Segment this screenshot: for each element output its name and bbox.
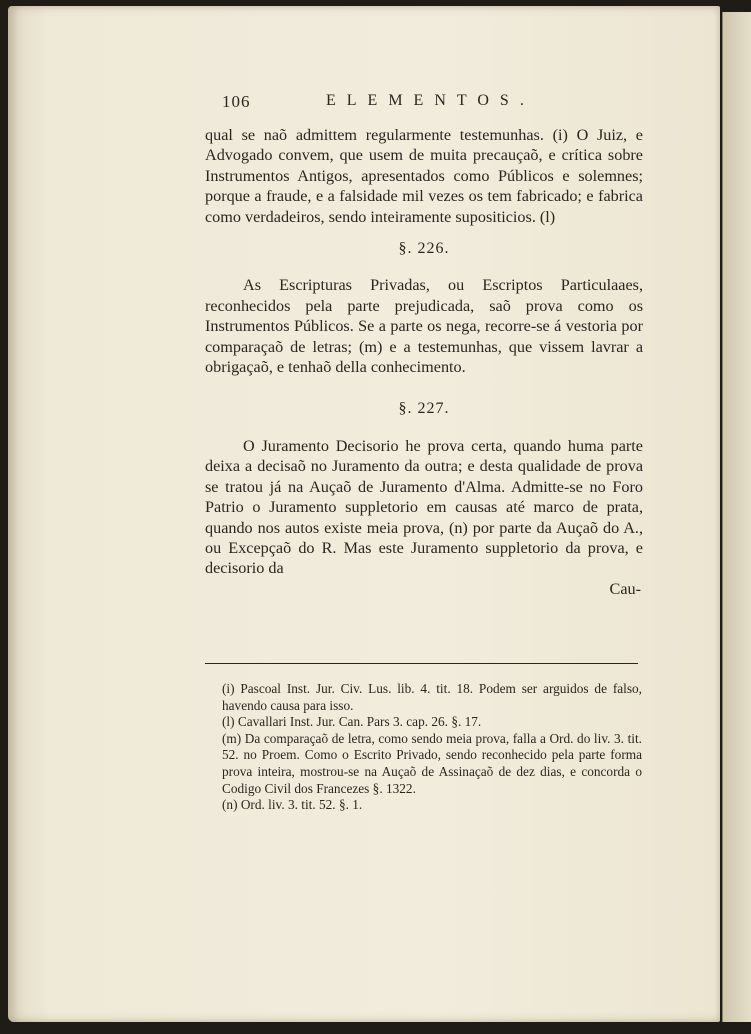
page-header (222, 92, 642, 116)
footnote-rule (205, 663, 638, 664)
footnote-m: (m) Da comparaçaõ de letra, como sendo meia prova, falla a Ord. do liv. 3. tit. 52. no Proem. Como o Escrito Privado, sendo reconhecido pela parte forma prova inteira, mostrou-se na Auçaõ de Assinaçaõ de dez dias, e concorda o Codigo Civil dos Francezes §. 1322. (222, 730, 642, 796)
catchword: Cau- (609, 579, 641, 598)
paragraph-continued: qual se naõ admittem regularmente testemunhas. (i) O Juiz, e Advogado convem, que usem de muita precauçaõ, e crítica sobre Instrumentos Antigos, apresentados como Públicos e solemnes; porque a fraude, e a falsidade mil vezes os tem fabricado; e fabrica como verdadeiros, sendo inteiramente supositicios. (l) (205, 126, 643, 226)
section-heading-226: §. 226. (398, 240, 450, 258)
adjacent-page-edge (722, 12, 751, 1022)
main-text (205, 125, 643, 599)
footnote-i: (i) Pascoal Inst. Jur. Civ. Lus. lib. 4. tit. 18. Podem ser arguidos de falso, havendo causa para isso. (222, 681, 642, 713)
running-head: ELEMENTOS. (326, 92, 535, 109)
footnote-n: (n) Ord. liv. 3. tit. 52. §. 1. (222, 797, 363, 813)
paragraph-227: O Juramento Decisorio he prova certa, quando huma parte deixa a decisaõ no Juramento da outra; e desta qualidade de prova se tratou já na Auçaõ de Juramento d'Alma. Admitte-se no Foro Patrio o Juramento suppletorio em causas até marco de prata, quando nos autos existe meia prova, (n) por parte da Auçaõ do A., ou Excepçaõ do R. Mas este Juramento suppletorio da prova, e decisorio da (205, 436, 643, 578)
section-heading-227: §. 227. (398, 400, 450, 418)
page-number: 106 (222, 92, 251, 111)
paragraph-226: As Escripturas Privadas, ou Escriptos Particulaaes, reconhecidos pela parte prejudicada, saõ prova como os Instrumentos Públicos. Se a parte os nega, recorre-se á vestoria por comparaçaõ de letras; (m) e a testemunhas, que vissem lavrar a obrigaçaõ, e tenhaõ della conhecimento. (205, 276, 643, 377)
footnotes (222, 681, 642, 814)
footnote-l: (l) Cavallari Inst. Jur. Can. Pars 3. cap. 26. §. 17. (222, 714, 482, 730)
